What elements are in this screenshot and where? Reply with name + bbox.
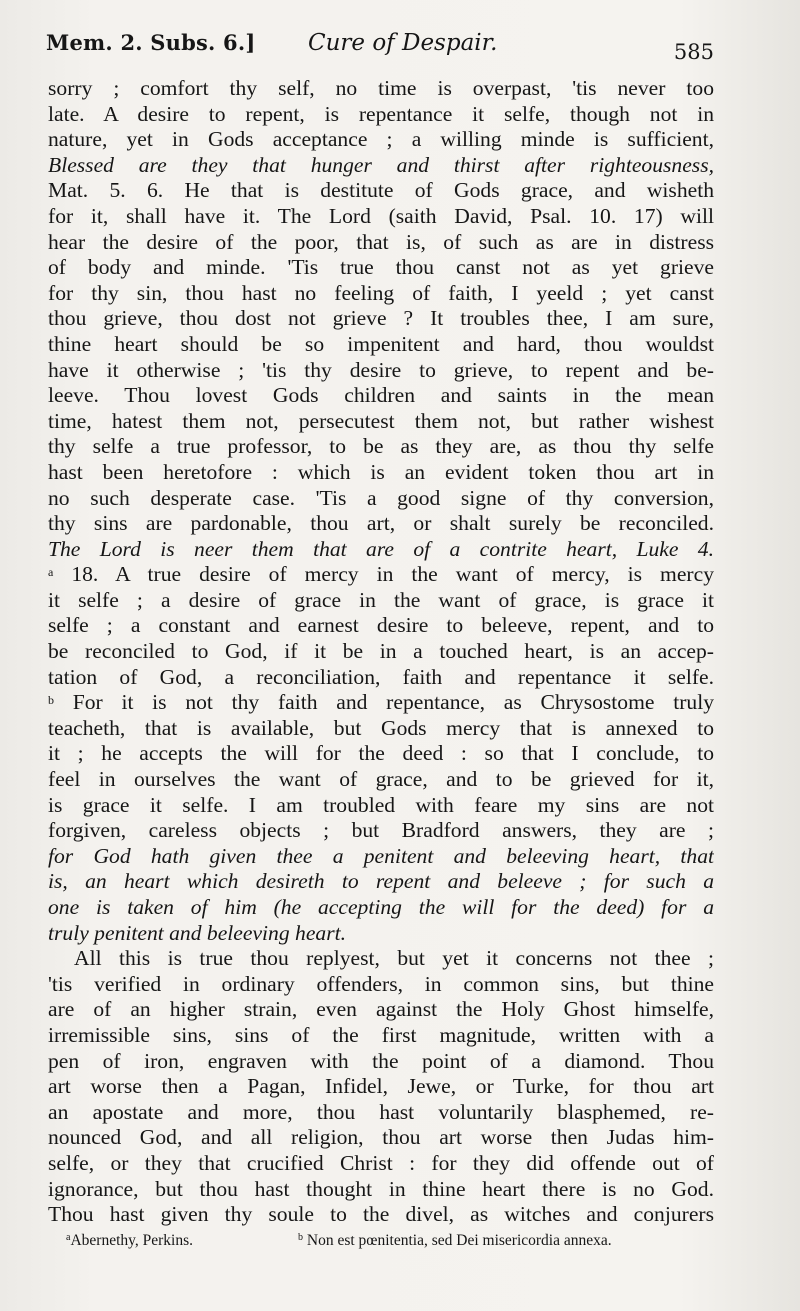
text-line: forgiven, careless objects ; but Bradford answers, they are ; (48, 818, 714, 843)
text-line: teacheth, that is available, but Gods mercy that is annexed to (48, 715, 714, 740)
page-number: 585 (673, 40, 714, 64)
text-line: for God hath given thee a penitent and beleeving heart, that (48, 843, 714, 868)
text-line: ignorance, but thou hast thought in thine heart there is no God. (48, 1176, 714, 1201)
text-line: it selfe ; a desire of grace in the want of grace, is grace it (48, 587, 714, 612)
text-line: time, hatest them not, persecutest them not, but rather wishest (48, 408, 714, 433)
text-line: All this is true thou replyest, but yet it concerns not thee ; (74, 946, 714, 971)
text-line: Thou hast given thy soule to the divel, as witches and conjurers (48, 1202, 714, 1227)
text-line: nature, yet in Gods acceptance ; a willing minde is sufficient, (48, 127, 714, 152)
footnote-b (298, 1232, 612, 1250)
text-line: 18. A true desire of mercy in the want of mercy, is mercy (71, 562, 714, 587)
footnote-a-marker: a (66, 1232, 71, 1243)
text-line: sorry ; comfort thy self, no time is overpast, 'tis never too (48, 76, 714, 100)
footnote-b-marker: b (298, 1232, 303, 1243)
text-line: pen of iron, engraven with the point of a diamond. Thou (48, 1048, 714, 1073)
text-line: have it otherwise ; 'tis thy desire to grieve, to repent and be- (48, 357, 714, 382)
text-line: is grace it selfe. I am troubled with feare my sins are not (48, 792, 714, 817)
text-line: Blessed are they that hunger and thirst after righteousness, (48, 152, 714, 177)
footnote-marker-b: b (48, 693, 54, 708)
text-line: hast been heretofore : which is an evident token thou art in (48, 459, 714, 484)
text-line: for it, shall have it. The Lord (saith David, Psal. 10. 17) will (48, 203, 714, 228)
text-line: are of an higher strain, even against the Holy Ghost himselfe, (48, 997, 714, 1022)
page-body (48, 76, 714, 1228)
text-line: of body and minde. 'Tis true thou canst not as yet grieve (48, 255, 714, 280)
footnotes (66, 1232, 706, 1256)
text-line: thine heart should be so impenitent and hard, thou wouldst (48, 331, 714, 356)
text-line: late. A desire to repent, is repentance it selfe, though not in (48, 101, 714, 126)
text-line: nounced God, and all religion, thou art worse then Judas him- (48, 1125, 714, 1150)
text-line-with-footnote-b (48, 690, 714, 716)
footnote-marker-a: a (48, 565, 54, 580)
paragraph-2 (48, 946, 714, 1228)
running-head (46, 30, 714, 70)
text-line-with-footnote-a (48, 562, 714, 588)
text-line: thou grieve, thou dost not grieve ? It troubles thee, I am sure, (48, 306, 714, 331)
text-line: selfe, or they that crucified Christ : for they did offende out of (48, 1150, 714, 1175)
text-line: selfe ; a constant and earnest desire to beleeve, repent, and to (48, 613, 714, 638)
text-line: one is taken of him (he accepting the will for the deed) for a (48, 895, 714, 919)
text-line: truly penitent and beleeving heart. (48, 920, 347, 945)
text-line: leeve. Thou lovest Gods children and saints in the mean (48, 383, 714, 408)
paragraph-1 (48, 76, 714, 946)
text-line: an apostate and more, thou hast voluntarily blasphemed, re- (48, 1099, 714, 1124)
text-line: for thy sin, thou hast no feeling of faith, I yeeld ; yet canst (48, 280, 714, 305)
text-line: 'tis verified in ordinary offenders, in common sins, but thine (48, 971, 714, 996)
footnote-a-text: Abernethy, Perkins. (70, 1232, 193, 1249)
text-line: art worse then a Pagan, Infidel, Jewe, or Turke, for thou art (48, 1074, 714, 1099)
text-line: For it is not thy faith and repentance, as Chrysostome truly (72, 690, 714, 715)
text-line: Mat. 5. 6. He that is destitute of Gods grace, and wisheth (48, 178, 714, 203)
footnote-b-text: Non est pœnitentia, sed Dei misericordia annexa. (306, 1232, 612, 1249)
text-line: tation of God, a reconciliation, faith and repentance it selfe. (48, 664, 714, 689)
text-line: be reconciled to God, if it be in a touched heart, is an accep- (48, 639, 714, 664)
text-line: irremissible sins, sins of the first magnitude, written with a (48, 1022, 714, 1047)
text-line: is, an heart which desireth to repent and beleeve ; for such a (48, 869, 714, 894)
text-line: thy selfe a true professor, to be as they are, as thou thy selfe (48, 434, 714, 459)
text-line: thy sins are pardonable, thou art, or shalt surely be reconciled. (48, 511, 714, 536)
section-reference: Mem. 2. Subs. 6.] (46, 30, 256, 55)
text-line: hear the desire of the poor, that is, of such as are in distress (48, 229, 714, 254)
text-line: The Lord is neer them that are of a contrite heart, Luke 4. (48, 536, 714, 561)
text-line: it ; he accepts the will for the deed : so that I conclude, to (48, 741, 714, 766)
text-line: no such desperate case. 'Tis a good signe of thy conversion, (48, 485, 714, 510)
text-line: feel in ourselves the want of grace, and to be grieved for it, (48, 767, 714, 792)
page-title: Cure of Despair. (308, 30, 498, 56)
footnote-a (66, 1232, 193, 1250)
